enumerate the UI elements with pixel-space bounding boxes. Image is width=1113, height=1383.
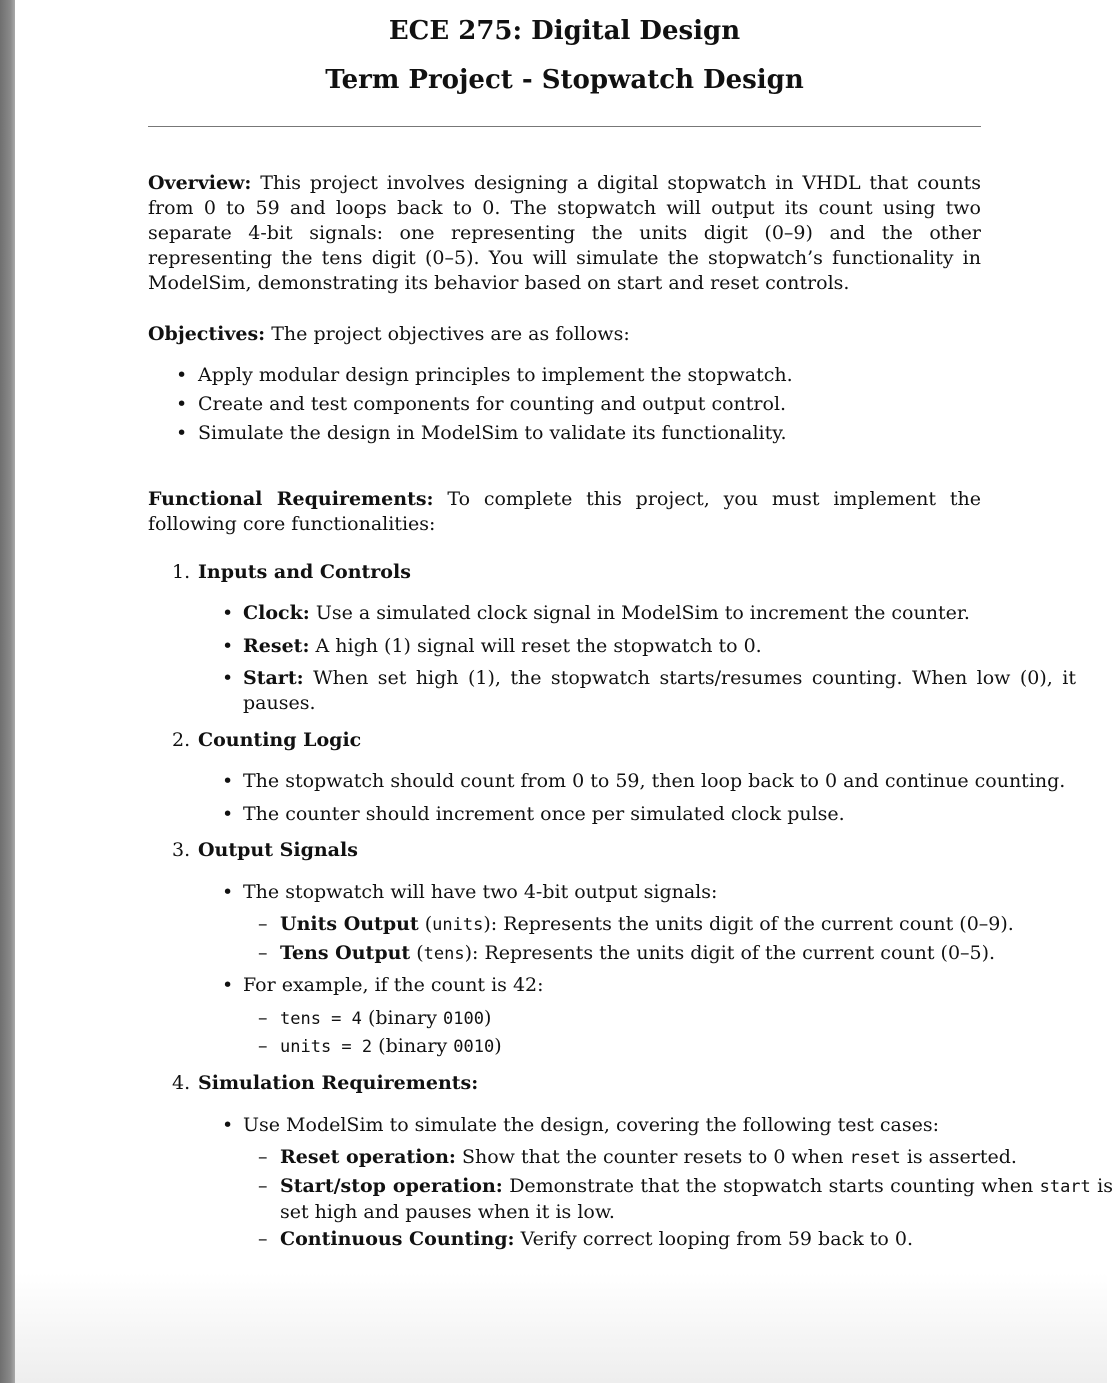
- example-units: [148, 1034, 1113, 1060]
- item-text: A high (1) signal will reset the stopwatch to 0.: [315, 635, 762, 657]
- term-tens-output: Tens Output: [280, 942, 411, 964]
- output-tens: – Tens Output (tens): Represents the units digit of the current count (0–5).: [148, 941, 1113, 967]
- objectives-intro: The project objectives are as follows:: [271, 323, 630, 345]
- section-title: Simulation Requirements:: [198, 1072, 479, 1094]
- section-number: 4.: [172, 1072, 191, 1094]
- item-text: Demonstrate that the stopwatch starts counting when: [509, 1175, 1034, 1197]
- term-units-output: Units Output: [280, 913, 419, 935]
- item-text: Use a simulated clock signal in ModelSim to increment the counter.: [315, 602, 970, 624]
- example-tens: [148, 1006, 1113, 1032]
- viewer-left-edge: [0, 0, 15, 1383]
- section-number: 2.: [172, 729, 191, 751]
- overview-text: This project involves designing a digital stopwatch in VHDL that counts from 0 to 59 and loops back to 0. The stopwatch will output its count using two separate 4-bit signals: one representing the units digit (0–9) and the other representing the tens digit (0–5). You will simulate the stopwatch’s functionality in ModelSim, demonstrating its behavior based on start and reset controls.: [148, 172, 981, 294]
- section-heading-counting: [148, 728, 1031, 753]
- list-item: • Use ModelSim to simulate the design, covering the following test cases:: [148, 1113, 1076, 1138]
- section-title: Inputs and Controls: [198, 561, 411, 583]
- functional-intro: To complete this project, you must implement the following core functionalities:: [148, 488, 981, 535]
- term-reset-operation: Reset operation:: [280, 1146, 456, 1168]
- objectives-label: Objectives:: [148, 323, 266, 345]
- code-binary: 0010: [453, 1037, 495, 1057]
- case-reset: [148, 1145, 1113, 1171]
- objective-item: • Create and test components for counting and output control.: [148, 390, 981, 419]
- overview-section: [148, 171, 981, 296]
- objectives-list: [148, 361, 981, 448]
- functional-label: Functional Requirements:: [148, 488, 434, 510]
- objective-item: • Simulate the design in ModelSim to validate its functionality.: [148, 419, 981, 448]
- item-text: is set high and pauses when it is low.: [280, 1175, 1113, 1223]
- term-reset: Reset:: [243, 635, 310, 657]
- overview-label: Overview:: [148, 172, 252, 194]
- term-clock: Clock:: [243, 602, 310, 624]
- list-item-reset: [148, 634, 1076, 659]
- code-units-value: units = 2: [280, 1037, 373, 1057]
- code-reset: reset: [849, 1148, 901, 1168]
- objective-item: • Apply modular design principles to implement the stopwatch.: [148, 361, 981, 390]
- document-subtitle: Term Project - Stopwatch Design: [325, 65, 804, 95]
- list-item: • The stopwatch should count from 0 to 59, then loop back to 0 and continue counting.: [148, 769, 1076, 794]
- code-units: units: [432, 915, 484, 935]
- code-tens: tens: [423, 944, 465, 964]
- item-text: (binary: [367, 1007, 437, 1029]
- item-text: Verify correct looping from 59 back to 0.: [520, 1228, 913, 1250]
- close-paren: ): [483, 1007, 492, 1029]
- term-continuous-counting: Continuous Counting:: [280, 1228, 515, 1250]
- objectives-section: [148, 322, 981, 347]
- item-text: is asserted.: [906, 1146, 1017, 1168]
- close-paren: ): [494, 1035, 502, 1057]
- code-tens-value: tens = 4: [280, 1009, 362, 1029]
- section-number: 1.: [172, 561, 191, 583]
- list-item-start: [148, 666, 1076, 716]
- code-binary: 0100: [443, 1009, 484, 1029]
- case-start-stop: [148, 1174, 1113, 1225]
- section-heading-simulation: [148, 1071, 1031, 1096]
- code-start: start: [1039, 1177, 1091, 1197]
- functional-section: [148, 487, 981, 537]
- objectives-paragraph: [148, 322, 981, 347]
- item-text: When set high (1), the stopwatch starts/resumes counting. When low (0), it pauses.: [243, 667, 1076, 714]
- list-item: • The stopwatch will have two 4-bit output signals:: [148, 880, 1076, 905]
- case-continuous: [148, 1227, 1113, 1252]
- section-number: 3.: [172, 839, 191, 861]
- section-heading-outputs: [148, 838, 1031, 863]
- item-text: (binary: [378, 1035, 448, 1057]
- item-text: Show that the counter resets to 0 when: [461, 1146, 844, 1168]
- section-title: Counting Logic: [198, 729, 362, 751]
- document-title: ECE 275: Digital Design: [388, 16, 741, 46]
- overview-paragraph: [148, 171, 981, 296]
- term-start-stop: Start/stop operation:: [280, 1175, 503, 1197]
- functional-paragraph: [148, 487, 981, 537]
- section-title: Output Signals: [198, 839, 358, 861]
- item-text: ): Represents the units digit of the current count (0–9).: [483, 913, 1014, 935]
- section-heading-inputs: [148, 560, 1031, 585]
- output-units: – Units Output (units): Represents the units digit of the current count (0–9).: [148, 912, 1113, 938]
- list-item-clock: [148, 601, 1076, 626]
- list-item: • For example, if the count is 42:: [148, 973, 1076, 998]
- item-text: ): Represents the units digit of the current count (0–5).: [464, 942, 996, 964]
- list-item: • The counter should increment once per simulated clock pulse.: [148, 802, 1076, 827]
- title-divider: [148, 126, 981, 127]
- page-bottom-shade: [15, 1273, 1107, 1383]
- term-start: Start:: [243, 667, 304, 689]
